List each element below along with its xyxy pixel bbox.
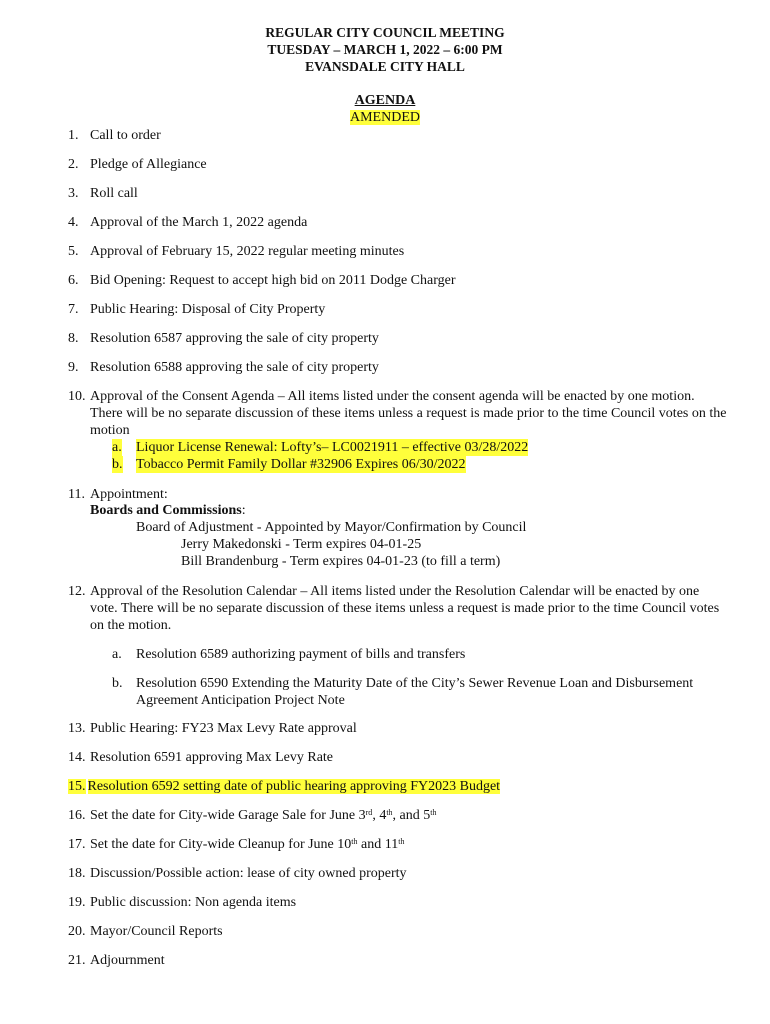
subitem-letter: a. xyxy=(112,647,122,662)
item-number: 21. xyxy=(68,953,86,968)
amended-label: AMENDED xyxy=(350,110,420,125)
item-text: Approval of February 15, 2022 regular meeting minutes xyxy=(90,244,405,259)
board-name: Board of Adjustment - Appointed by Mayor/Confirmation by Council xyxy=(136,520,527,535)
item-number: 15. xyxy=(68,779,86,794)
item-text: Bid Opening: Request to accept high bid on 2011 Dodge Charger xyxy=(90,273,456,288)
item-text: Public Hearing: Disposal of City Property xyxy=(90,302,326,317)
item-text: Approval of the March 1, 2022 agenda xyxy=(90,215,308,230)
header-title: REGULAR CITY COUNCIL MEETING xyxy=(265,25,505,40)
item-number: 18. xyxy=(68,866,86,881)
item-text: Resolution 6592 setting date of public hearing approving FY2023 Budget xyxy=(87,779,501,794)
item-number: 3. xyxy=(68,186,79,201)
item-text: Approval of the Resolution Calendar – All items listed under the Resolution Calendar will be enacted by one vote. There will be no separate discussion of these items unless a request is made prior to the time Council votes on the motion. xyxy=(90,584,720,633)
item-number: 6. xyxy=(68,273,79,288)
item-text: Resolution 6587 approving the sale of city property xyxy=(90,331,379,346)
item-number: 12. xyxy=(68,584,86,599)
item-number: 11. xyxy=(68,487,85,502)
item-number: 7. xyxy=(68,302,79,317)
item-number: 10. xyxy=(68,389,86,404)
item-text: Resolution 6591 approving Max Levy Rate xyxy=(90,750,334,765)
agenda-heading xyxy=(0,92,770,126)
appointee: Bill Brandenburg - Term expires 04-01-23 (to fill a term) xyxy=(181,554,501,569)
subitem-text-cont: Agreement Anticipation Project Note xyxy=(136,693,345,708)
subitem-text: Liquor License Renewal: Lofty’s– LC0021911 – effective 03/28/2022 xyxy=(136,440,529,455)
item-number: 4. xyxy=(68,215,79,230)
item-number: 8. xyxy=(68,331,79,346)
item-number: 20. xyxy=(68,924,86,939)
appointee: Jerry Makedonski - Term expires 04-01-25 xyxy=(181,537,422,552)
subitem-letter: a. xyxy=(112,440,122,455)
item-number: 2. xyxy=(68,157,79,172)
item-number: 13. xyxy=(68,721,86,736)
item-text: Pledge of Allegiance xyxy=(90,157,207,172)
item-number: 19. xyxy=(68,895,86,910)
item-text: Resolution 6588 approving the sale of city property xyxy=(90,360,379,375)
agenda-title: AGENDA xyxy=(354,93,416,108)
subitem-letter: b. xyxy=(112,676,123,691)
header-date: TUESDAY – MARCH 1, 2022 – 6:00 PM xyxy=(267,42,503,57)
subitem-text: Tobacco Permit Family Dollar #32906 Expires 06/30/2022 xyxy=(136,457,466,472)
item-number: 17. xyxy=(68,837,86,852)
item-number: 14. xyxy=(68,750,86,765)
item-text: Mayor/Council Reports xyxy=(90,924,223,939)
item-text: Adjournment xyxy=(90,953,165,968)
item-text: Call to order xyxy=(90,128,161,143)
item-text: Public discussion: Non agenda items xyxy=(90,895,297,910)
meeting-header xyxy=(0,24,770,75)
boards-heading: Boards and Commissions: xyxy=(90,503,246,518)
item-number: 16. xyxy=(68,808,86,823)
subitem-text: Resolution 6589 authorizing payment of bills and transfers xyxy=(136,647,466,662)
item-number: 9. xyxy=(68,360,79,375)
item-number: 5. xyxy=(68,244,79,259)
item-text: Discussion/Possible action: lease of city owned property xyxy=(90,866,407,881)
item-text: Set the date for City-wide Garage Sale for June 3rd, 4th, and 5th xyxy=(90,808,437,823)
item-number: 1. xyxy=(68,128,79,143)
header-location: EVANSDALE CITY HALL xyxy=(305,59,465,74)
item-text: Public Hearing: FY23 Max Levy Rate approval xyxy=(90,721,357,736)
agenda-item-highlighted xyxy=(68,778,500,795)
item-text: Appointment: xyxy=(90,487,168,502)
subitem-letter: b. xyxy=(112,457,123,472)
item-text: Roll call xyxy=(90,186,138,201)
item-text: Set the date for City-wide Cleanup for June 10th and 11th xyxy=(90,837,405,852)
item-text: Approval of the Consent Agenda – All items listed under the consent agenda will be enacted by one motion. There will be no separate discussion of these items unless a request is made prior to the time Council votes on the motion xyxy=(90,389,727,438)
subitem-text: Resolution 6590 Extending the Maturity Date of the City’s Sewer Revenue Loan and Disbursement xyxy=(136,676,694,691)
